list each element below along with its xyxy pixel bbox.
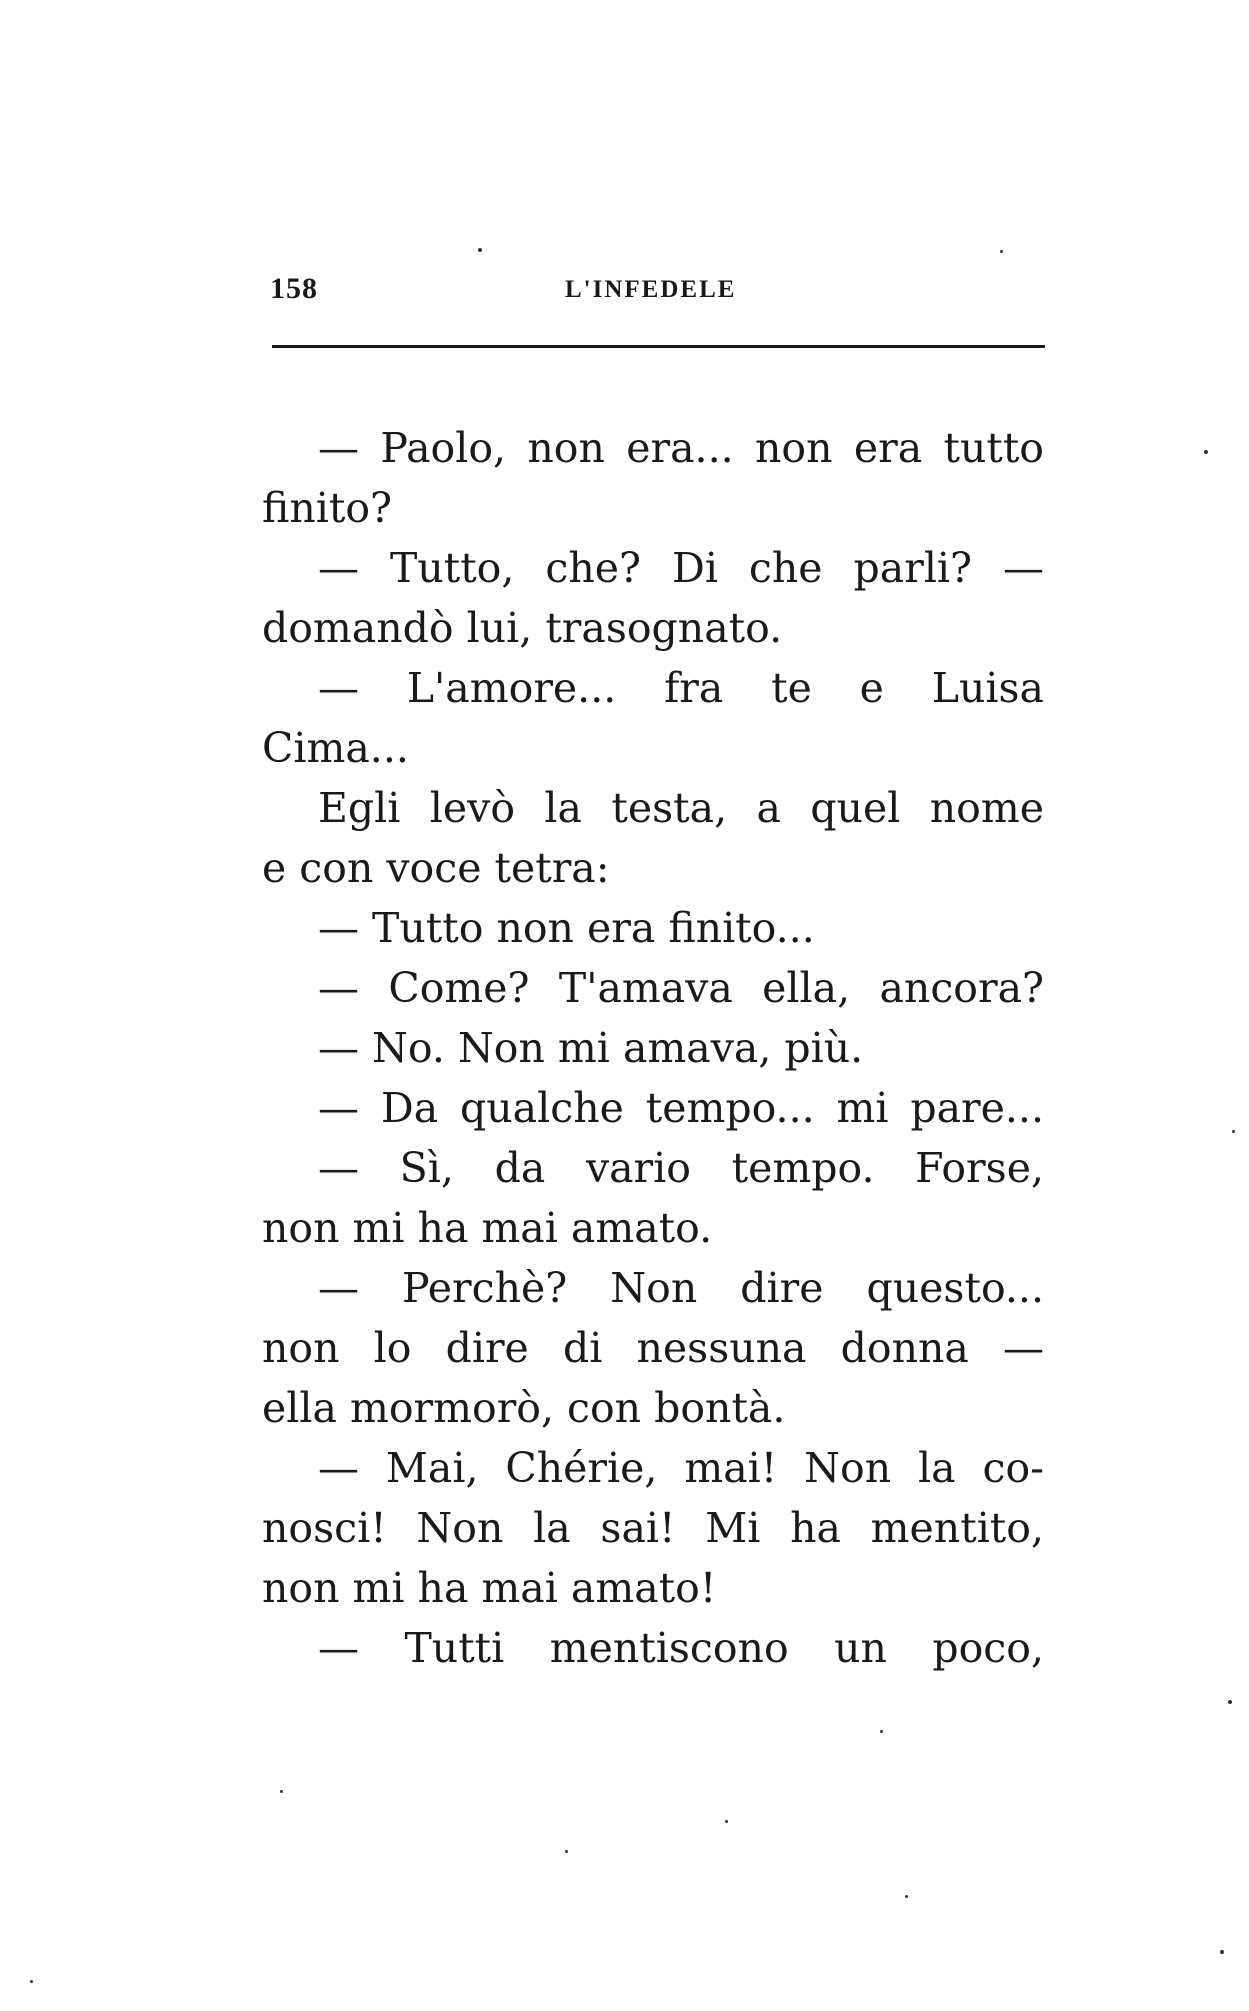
page-header bbox=[270, 272, 1045, 312]
text-line: nosci! Non la sai! Mi ha mentito, bbox=[262, 1504, 1044, 1552]
text-line: Egli levò la testa, a quel nome bbox=[318, 784, 1044, 832]
text-line: — L'amore... fra te e Luisa bbox=[318, 664, 1044, 712]
text-line: finito? bbox=[262, 484, 393, 532]
text-line: — Come? T'amava ella, ancora? bbox=[318, 964, 1044, 1012]
scan-speck bbox=[905, 1895, 908, 1898]
text-line: — Tutti mentiscono un poco, bbox=[318, 1624, 1044, 1672]
scan-speck bbox=[1232, 1130, 1235, 1133]
text-line: — Da qualche tempo... mi pare... bbox=[318, 1084, 1044, 1132]
scan-speck bbox=[725, 1820, 728, 1823]
text-line: e con voce tetra: bbox=[262, 844, 610, 892]
text-line: Cima... bbox=[262, 724, 409, 772]
scan-speck bbox=[478, 248, 482, 252]
text-line: — Paolo, non era... non era tutto bbox=[318, 424, 1044, 472]
scan-speck bbox=[1204, 450, 1208, 454]
text-line: — Mai, Chérie, mai! Non la co- bbox=[318, 1444, 1044, 1492]
text-line: non mi ha mai amato. bbox=[262, 1204, 713, 1252]
text-line: non mi ha mai amato! bbox=[262, 1564, 717, 1612]
text-line: — Perchè? Non dire questo... bbox=[318, 1264, 1044, 1312]
running-title: L'INFEDELE bbox=[565, 276, 737, 303]
body-text bbox=[262, 418, 1044, 1678]
text-line: — Tutto, che? Di che parli? — bbox=[318, 544, 1044, 592]
scan-speck bbox=[565, 1850, 568, 1853]
text-line: non lo dire di nessuna donna — bbox=[262, 1324, 1044, 1372]
scan-speck bbox=[1000, 250, 1003, 253]
scan-speck bbox=[30, 1980, 33, 1983]
scan-speck bbox=[880, 1730, 883, 1733]
text-line: — Sì, da vario tempo. Forse, bbox=[318, 1144, 1044, 1192]
scan-speck bbox=[1228, 1700, 1232, 1704]
text-line: — Tutto non era finito... bbox=[318, 904, 815, 952]
page-number: 158 bbox=[270, 272, 318, 305]
scan-speck bbox=[1220, 1950, 1224, 1954]
header-rule bbox=[272, 345, 1045, 348]
text-line: ella mormorò, con bontà. bbox=[262, 1384, 786, 1432]
text-line: — No. Non mi amava, più. bbox=[318, 1024, 864, 1072]
text-line: domandò lui, trasognato. bbox=[262, 604, 783, 652]
scan-speck bbox=[280, 1790, 283, 1793]
